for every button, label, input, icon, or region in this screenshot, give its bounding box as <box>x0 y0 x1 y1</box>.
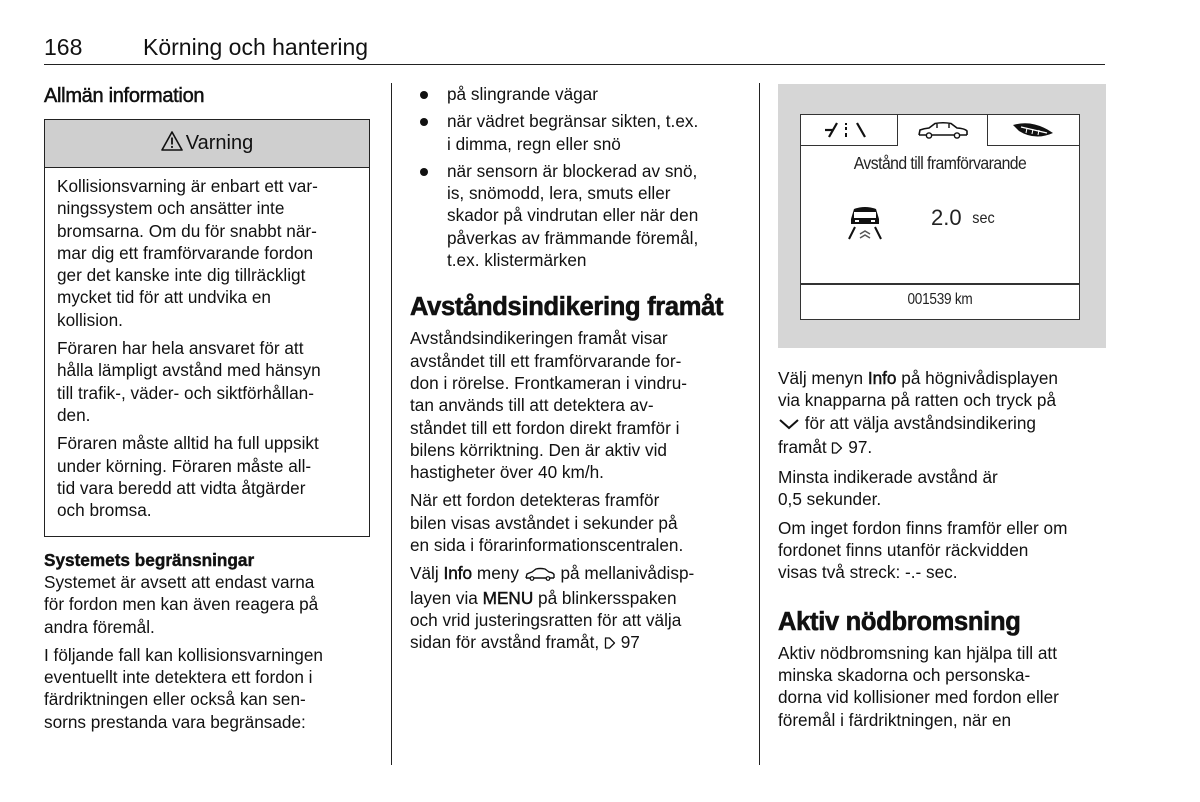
text-line: don i rörelse. Frontkameran i vindru- <box>410 372 688 393</box>
warning-header <box>45 120 369 168</box>
page-header <box>44 34 1105 66</box>
text-span: sidan för avstånd framåt, <box>410 632 604 653</box>
text-line: och bromsa. <box>57 500 152 521</box>
warning-paragraph <box>57 175 357 331</box>
text-line: Aktiv nödbromsning kan hjälpa till att <box>778 642 1057 663</box>
bullet-list <box>410 83 740 271</box>
text-line: När ett fordon detekteras framför <box>410 490 660 511</box>
text-line <box>778 412 1108 436</box>
lane-departure-icon <box>825 120 869 145</box>
text-line: Om inget fordon finns framför eller om <box>778 517 1068 538</box>
column-left-lower <box>44 549 372 733</box>
text-line: mar dig ett framförvarande fordon <box>57 242 314 263</box>
chevron-down-icon <box>778 414 800 436</box>
warning-box <box>44 119 370 537</box>
odometer-reading: 001539 km <box>907 291 973 308</box>
car-icon <box>916 121 970 144</box>
text-line: is, snömodd, lera, smuts eller <box>447 183 671 204</box>
vehicle-distance-icon <box>524 564 556 586</box>
text-line: dorna vid kollisioner med fordon eller <box>778 687 1059 708</box>
header-divider <box>44 64 1105 65</box>
display-illustration <box>778 84 1106 348</box>
text-line: andra föremål. <box>44 616 155 637</box>
distance-unit: sec <box>972 210 995 227</box>
paragraph <box>778 642 1108 731</box>
text-line: Kollisionsvarning är enbart ett var- <box>57 176 318 196</box>
info-display-screen <box>800 114 1080 320</box>
text-line: bromsarna. Om du för snabbt när- <box>57 220 317 241</box>
text-line: mycket tid för att undvika en <box>57 287 271 308</box>
text-line <box>778 436 1108 460</box>
page-reference[interactable]: 97 <box>615 632 640 653</box>
warning-title: Varning <box>185 132 254 154</box>
text-line: föremål i färdriktningen, när en <box>778 709 1012 730</box>
text-line: Avståndsindikeringen framåt visar <box>410 328 668 349</box>
column-middle <box>410 83 740 656</box>
section-heading: Avståndsindikering framåt <box>410 293 724 322</box>
text-line: till trafik-, väder- och siktförhållan- <box>57 382 314 403</box>
text-line: ståndet till ett fordon direkt framför i <box>410 417 680 438</box>
list-item <box>410 160 740 271</box>
text-line <box>410 631 740 655</box>
page-reference[interactable]: 97. <box>843 436 873 457</box>
info-label: Info <box>867 368 897 388</box>
menu-label: MENU <box>482 587 534 608</box>
eco-leaf-icon <box>1011 121 1057 144</box>
paragraph <box>410 562 740 655</box>
warning-body <box>45 168 369 521</box>
display-tab-bar <box>801 115 1079 146</box>
text-line: eventuellt inte detektera ett fordon i <box>44 667 313 688</box>
bullet-icon <box>420 91 428 99</box>
paragraph <box>410 489 740 556</box>
page-reference-icon[interactable] <box>604 633 616 655</box>
text-line: och vrid justeringsratten för att välja <box>410 609 682 630</box>
text-line <box>410 562 740 586</box>
column-divider <box>391 83 392 765</box>
text-line: visas två streck: -.- sec. <box>778 562 958 583</box>
text-span: Välj menyn <box>778 368 868 388</box>
page-number: 168 <box>44 34 83 60</box>
text-line: på slingrande vägar <box>447 84 598 104</box>
text-line: tan används till att detektera av- <box>410 395 654 416</box>
column-divider <box>759 83 760 765</box>
text-line: t.ex. klistermärken <box>447 250 587 271</box>
text-span: på högnivådisplayen <box>896 368 1058 388</box>
text-line: för fordon men kan även reagera på <box>44 594 319 615</box>
bullet-icon <box>420 118 428 126</box>
bullet-icon <box>420 168 428 176</box>
text-span: Välj <box>410 563 444 584</box>
paragraph <box>44 571 372 638</box>
text-line: minska skadorna och personska- <box>778 664 1031 685</box>
text-line: Föraren har hela ansvaret för att <box>57 338 304 359</box>
display-divider <box>801 283 1079 285</box>
text-line: i dimma, regn eller snö <box>447 133 621 154</box>
paragraph <box>410 327 740 483</box>
text-line: sorns prestanda vara begränsade: <box>44 711 306 732</box>
text-line: bilens körriktning. Den är aktiv vid <box>410 439 667 460</box>
list-item <box>410 83 740 105</box>
chapter-title: Körning och hantering <box>143 34 369 60</box>
text-line <box>778 367 1108 389</box>
text-line: fordonet finns utanför räckvidden <box>778 540 1029 561</box>
text-line: en sida i förarinformationscentralen. <box>410 535 684 556</box>
text-line: 0,5 sekunder. <box>778 489 882 510</box>
text-line: via knapparna på ratten och tryck på <box>778 390 1057 411</box>
column-left <box>44 83 372 109</box>
warning-paragraph <box>57 337 357 426</box>
page-reference-icon[interactable] <box>831 438 843 460</box>
display-title: Avstånd till framförvarande <box>853 153 1027 173</box>
warning-triangle-icon <box>161 131 186 157</box>
text-line: kollision. <box>57 309 123 330</box>
text-line: hålla lämpligt avstånd med hänsyn <box>57 360 321 381</box>
distance-value: 2.0 <box>931 205 962 230</box>
section-heading: Aktiv nödbromsning <box>778 607 1021 636</box>
text-line: ningssystem och ansätter inte <box>57 198 285 219</box>
paragraph <box>778 466 1108 511</box>
section-heading: Allmän information <box>44 85 205 107</box>
text-line: avståndet till ett framförvarande for- <box>410 350 682 371</box>
paragraph <box>778 517 1108 584</box>
list-item <box>410 110 740 155</box>
text-line: Minsta indikerade avstånd är <box>778 467 998 488</box>
text-span: layen via <box>410 587 483 608</box>
subheading: Systemets begränsningar <box>44 550 255 570</box>
text-span: på mellanivådisp- <box>555 563 695 584</box>
text-line: när vädret begränsar sikten, t.ex. <box>447 111 699 132</box>
text-line: skador på vindrutan eller när den <box>447 205 699 226</box>
text-span: framåt <box>778 436 832 457</box>
info-label: Info <box>443 563 473 584</box>
text-line: tid vara beredd att vidta åtgärder <box>57 477 306 498</box>
text-line: Systemet är avsett att endast varna <box>44 572 315 592</box>
following-distance-icon <box>845 203 885 246</box>
text-line: färdriktningen eller också kan sen- <box>44 689 306 710</box>
text-line: Föraren måste alltid ha full uppsikt <box>57 433 319 454</box>
text-line: I följande fall kan kollisionsvarningen <box>44 644 323 665</box>
paragraph <box>44 644 372 733</box>
text-line: påverkas av främmande föremål, <box>447 227 699 248</box>
column-right <box>778 367 1108 731</box>
text-span: på blinkersspaken <box>533 587 677 608</box>
text-line: ger det kanske inte dig tillräckligt <box>57 265 306 286</box>
text-line: under körning. Föraren måste all- <box>57 455 312 476</box>
paragraph <box>778 367 1108 460</box>
text-line: den. <box>57 404 91 425</box>
tab-distance[interactable] <box>897 115 988 146</box>
text-line: hastigheter över 40 km/h. <box>410 462 604 483</box>
text-line: bilen visas avståndet i sekunder på <box>410 512 678 533</box>
text-line: när sensorn är blockerad av snö, <box>447 160 698 181</box>
text-span: meny <box>472 563 524 584</box>
text-line <box>410 587 740 609</box>
warning-paragraph <box>57 432 357 521</box>
text-span: för att välja avståndsindikering <box>800 412 1036 433</box>
